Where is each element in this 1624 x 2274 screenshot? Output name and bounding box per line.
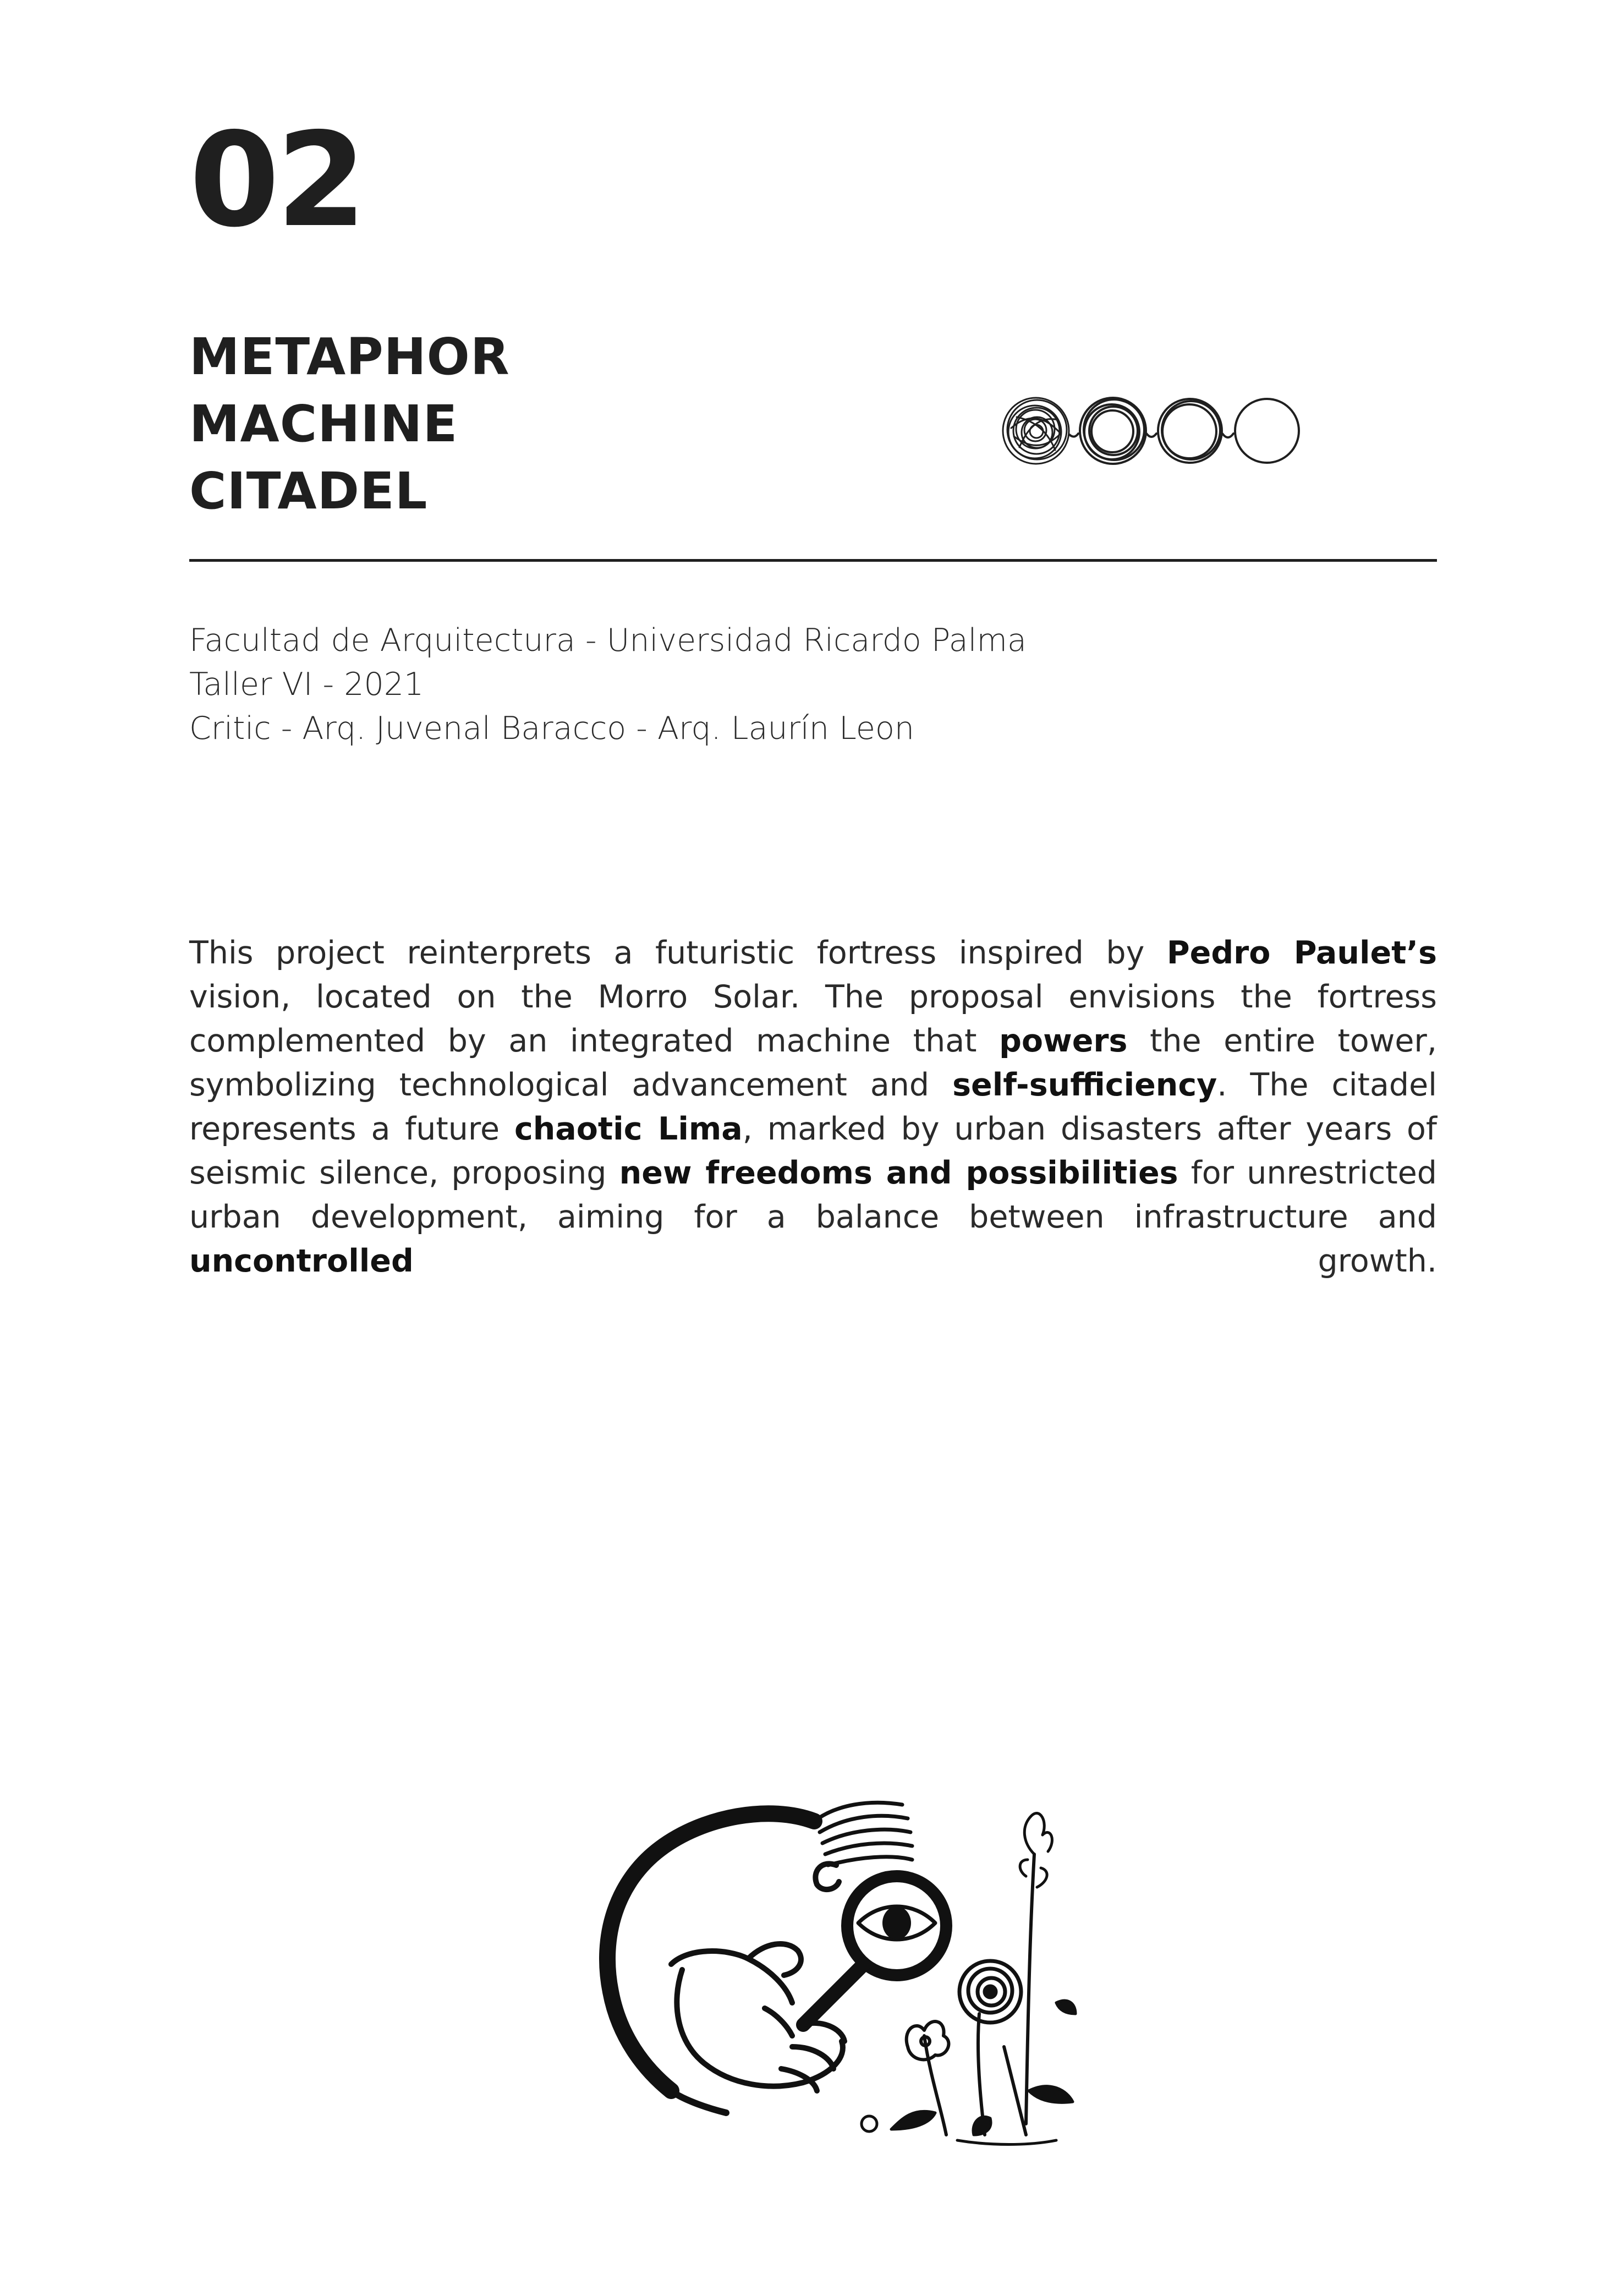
spiral-flower	[959, 1961, 1021, 2023]
description-text: This project reinterprets a futuristic fortress inspired by	[189, 935, 1167, 971]
scribble-circle-2	[1080, 398, 1146, 464]
description-text: the entire tower, symbolizing technological advancement and	[189, 1023, 1437, 1103]
ground-dot	[862, 2116, 877, 2131]
description-text: . The citadel represents a future	[189, 1067, 1437, 1147]
scribble-circle-3	[1158, 399, 1222, 463]
highlight-uncontrolled: uncontrolled	[189, 1243, 414, 1279]
description-text: for unrestricted urban development, aiming for a balance between infrastructure and	[189, 1155, 1437, 1235]
course-line: Taller VI - 2021	[189, 666, 424, 703]
highlight-chaotic-lima: chaotic Lima	[514, 1111, 743, 1147]
project-description	[189, 931, 1437, 1283]
faculty-line: Facultad de Arquitectura - Universidad Ricardo Palma	[189, 622, 1027, 659]
title-line-1: METAPHOR	[189, 327, 510, 386]
ear	[815, 1864, 839, 1889]
title-line-2: MACHINE	[189, 394, 458, 453]
header-divider	[189, 559, 1437, 562]
highlight-pedro-paulet: Pedro Paulet’s	[1166, 935, 1438, 971]
tall-flower	[1020, 1813, 1052, 1887]
project-credits	[189, 618, 1027, 750]
scribble-circle-4	[1235, 399, 1299, 463]
title-line-3: CITADEL	[189, 462, 428, 520]
highlight-powers: powers	[999, 1023, 1128, 1059]
description-text: , marked by urban disasters after years of seismic silence, proposing	[189, 1111, 1437, 1191]
hair-strokes	[814, 1802, 912, 1865]
description-text: growth.	[413, 1243, 1437, 1279]
highlight-new-freedoms: new freedoms and possibilities	[619, 1155, 1178, 1191]
highlight-self-sufficiency: self-sufficiency	[952, 1067, 1217, 1103]
scribble-circle-1	[1003, 398, 1069, 464]
project-number: 02	[189, 105, 364, 256]
critics-line: Critic - Arq. Juvenal Baracco - Arq. Laurín Leon	[189, 710, 914, 747]
hand-with-magnifying-glass-illustration	[506, 1783, 1155, 2162]
hand-drawn-circles-icon	[995, 390, 1325, 472]
magnifier-handle	[803, 1964, 864, 2025]
project-title	[189, 324, 510, 525]
description-text: vision, located on the Morro Solar. The proposal envisions the fortress complemented by an integrated machine that	[189, 979, 1437, 1059]
